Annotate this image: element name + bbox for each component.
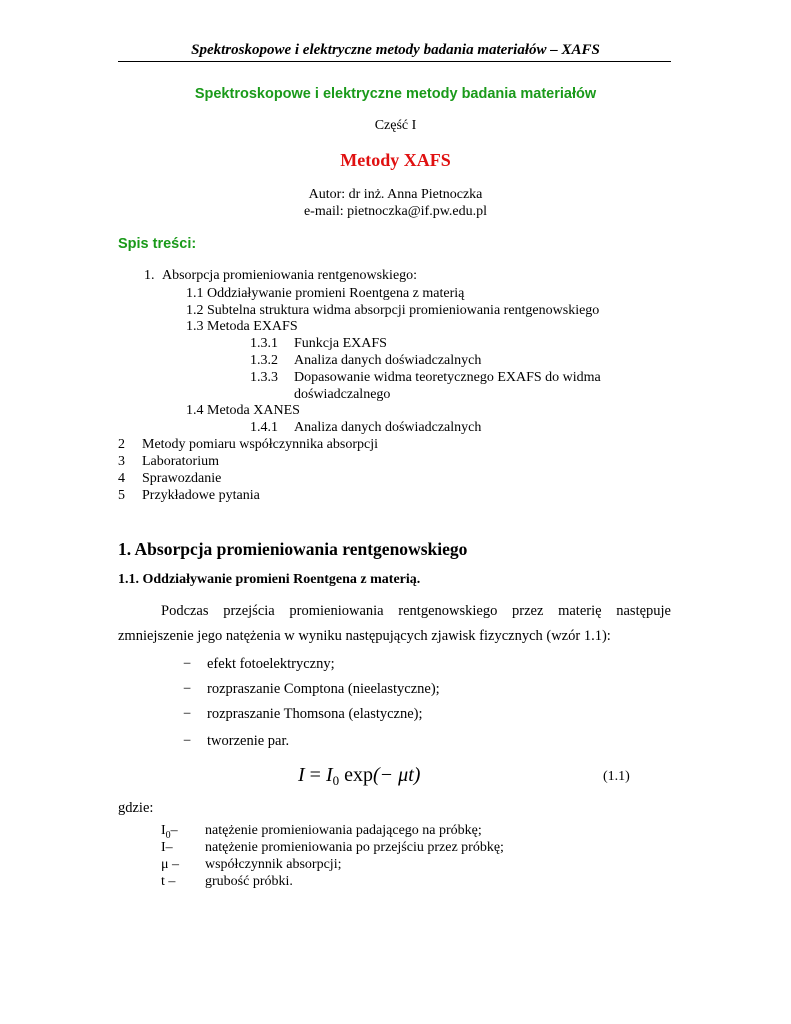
toc-number: 3 [118,454,125,469]
definition-text: współczynnik absorpcji; [205,857,342,872]
toc-item [186,403,300,419]
equation-lhs: I [298,764,305,786]
toc-number: 1. [144,268,155,283]
bullet-dash: − [183,656,192,672]
definition-row [161,823,482,841]
toc-number: 1.4 [186,403,204,418]
author-line: Autor: dr inż. Anna Pietnoczka [308,187,483,202]
bullet-dash: − [183,681,192,697]
bullet-dash: − [183,733,192,749]
list-item-text: rozpraszanie Comptona (nieelastyczne); [207,681,440,697]
paragraph-line: Podczas przejścia promieniowania rentgenowskiego przez materię następuje [161,603,671,619]
toc-number: 1.1 [186,286,204,301]
subsection-heading: 1.1. Oddziaływanie promieni Roentgena z materią. [118,572,421,587]
toc-text: Sprawozdanie [142,471,222,486]
toc-item [250,370,601,386]
paragraph-line: zmniejszenie jego natężenia w wyniku następujących zjawisk fizycznych (wzór 1.1): [118,628,611,644]
toc-number: 1.4.1 [250,420,278,435]
toc-text: Analiza danych doświadczalnych [294,353,482,368]
toc-text: Absorpcja promieniowania rentgenowskiego: [162,268,418,283]
list-item-text: efekt fotoelektryczny; [207,656,335,672]
toc-item-continuation: doświadczalnego [294,387,391,402]
toc-item [186,319,298,335]
toc-number: 5 [118,488,125,503]
running-header: Spektroskopowe i elektryczne metody badania materiałów – XAFS [191,42,600,58]
toc-number: 1.3.1 [250,336,278,351]
equation [298,764,420,789]
equation-i0-subscript: 0 [332,773,340,788]
definition-symbol: I– [161,840,173,855]
definition-text: grubość próbki. [205,874,293,889]
toc-number: 1.3.3 [250,370,278,385]
definition-symbol: μ – [161,857,180,872]
definition-row [161,840,504,856]
toc-item [250,336,387,352]
toc-text: Metoda XANES [207,403,300,418]
document-subtitle: Metody XAFS [340,150,451,170]
toc-text: Przykładowe pytania [142,488,260,503]
toc-item [118,488,260,504]
toc-item [250,420,481,436]
toc-number: 2 [118,437,125,452]
list-item-text: rozpraszanie Thomsona (elastyczne); [207,706,423,722]
definition-symbol: t – [161,874,176,889]
toc-number: 4 [118,471,125,486]
definition-row [161,857,341,873]
toc-number: 1.3.2 [250,353,278,368]
list-item [183,656,335,673]
toc-item [186,286,464,302]
toc-item [118,471,221,487]
toc-text: Oddziaływanie promieni Roentgena z materią [207,286,465,301]
definition-text: natężenie promieniowania po przejściu przez próbkę; [205,840,504,855]
list-item [183,706,423,723]
definition-row [161,874,293,890]
bullet-dash: − [183,706,192,722]
definition-symbol: $I_0-$ [161,823,178,841]
toc-heading: Spis treści: [118,236,197,252]
list-item-text: tworzenie par. [207,733,290,749]
equation-number: (1.1) [603,769,630,784]
equation-argument: (− μt) [373,764,421,786]
toc-item [118,437,378,453]
toc-text: Metody pomiaru współczynnika absorpcji [142,437,379,452]
toc-text: Funkcja EXAFS [294,336,387,351]
email-line: e-mail: pietnoczka@if.pw.edu.pl [303,204,488,219]
part-label: Część I [374,118,417,133]
list-item [183,681,440,698]
header-rule [118,61,671,62]
toc-text: Dopasowanie widma teoretycznego EXAFS do widma [294,370,601,385]
toc-text: Subtelna struktura widma absorpcji promieniowania rentgenowskiego [207,303,600,318]
toc-text: Metoda EXAFS [207,319,298,334]
document-title: Spektroskopowe i elektryczne metody badania materiałów [194,86,597,102]
definition-text: natężenie promieniowania padającego na próbkę; [205,823,482,838]
toc-number: 1.3 [186,319,204,334]
toc-item [118,454,219,470]
section-heading: 1. Absorpcja promieniowania rentgenowskiego [118,539,468,559]
toc-text: Analiza danych doświadczalnych [294,420,482,435]
toc-text: Laboratorium [142,454,219,469]
toc-item [250,353,481,369]
toc-item [144,268,417,284]
equation-i0: I [325,764,333,786]
toc-item [186,303,599,319]
where-label: gdzie: [118,800,154,816]
equation-function: exp [344,764,374,786]
equation-equals: = [309,764,321,786]
toc-number: 1.2 [186,303,204,318]
list-item [183,733,289,750]
